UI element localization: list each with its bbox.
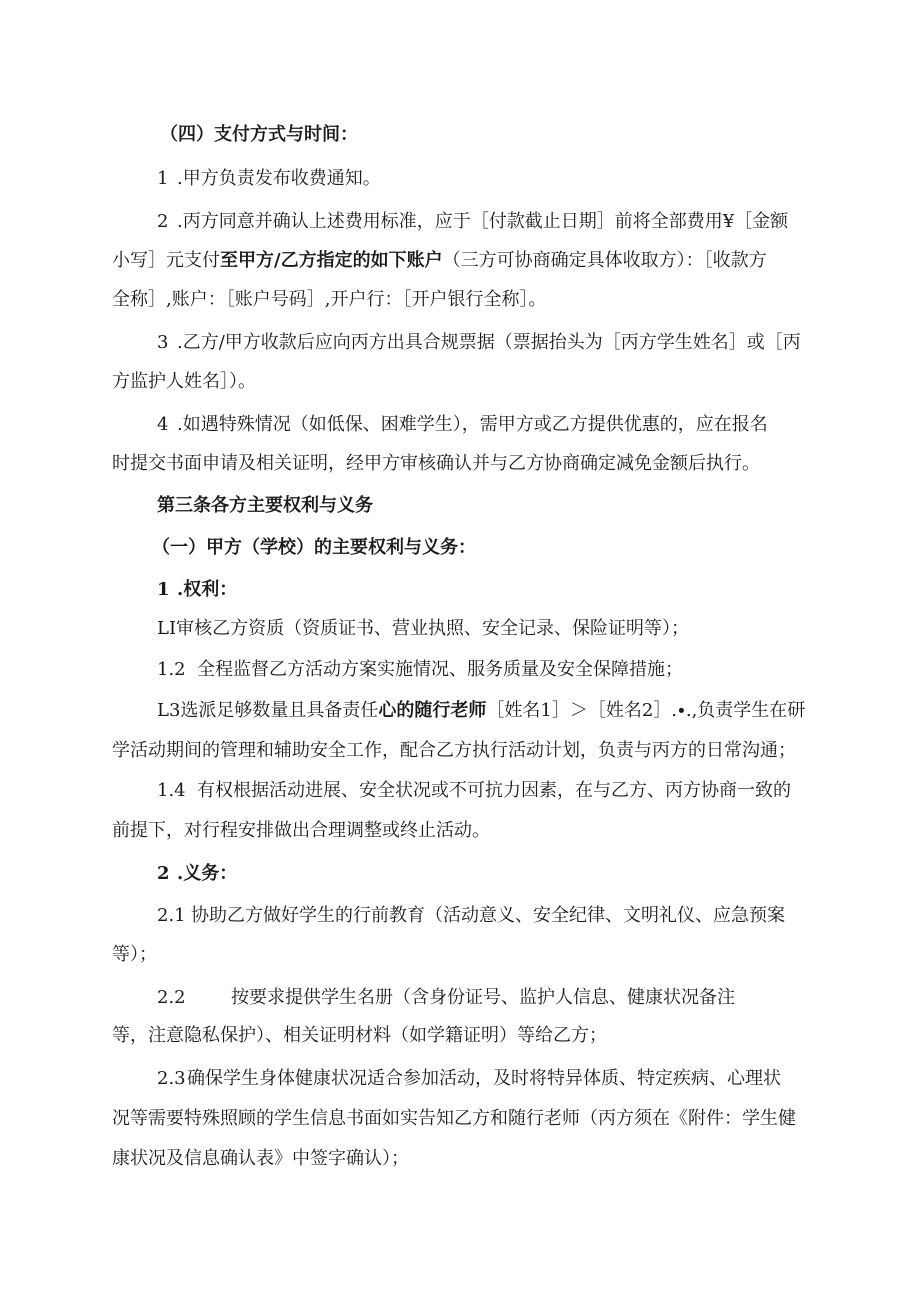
item-number: 2 — [157, 211, 169, 232]
item-text-bold: 心的随行老师 — [378, 700, 487, 721]
duties-heading — [157, 861, 237, 887]
item-number: 4 — [157, 414, 169, 435]
rights-item-1-4-line-1 — [157, 778, 791, 804]
item-text: 小写］元支付 — [112, 250, 220, 271]
payment-item-4-line-1 — [157, 412, 768, 438]
item-text: L3选派足够数量且具备责任 — [157, 700, 379, 721]
item-text: .权利： — [177, 579, 238, 600]
duties-item-2-2-line-1 — [157, 985, 735, 1011]
rights-item-1-3-line-1 — [157, 698, 805, 724]
rights-item-1-2 — [157, 657, 683, 683]
duties-item-2-1-line-2: 等）； — [112, 944, 157, 965]
item-text: .如遇特殊情况（如低保、困难学生），需甲方或乙方提供优惠的，应在报名 — [177, 414, 768, 435]
rights-item-1-1: LI审核乙方资质（资质证书、营业执照、安全记录、保险证明等）； — [157, 618, 690, 639]
section-heading-payment: （四）支付方式与时间： — [160, 124, 358, 145]
payment-item-2-line-3: 全称］,账户：［账户号码］,开户行：［开户银行全称］。 — [112, 289, 547, 310]
item-text: .义务： — [177, 863, 238, 884]
item-text: 按要求提供学生名册（含身份证号、监护人信息、健康状况备注 — [231, 987, 735, 1008]
duties-item-2-1-line-1 — [157, 903, 785, 929]
item-text: 全程监督乙方活动方案实施情况、服务质量及安全保障措施； — [197, 659, 683, 680]
item-number: 2 — [157, 863, 170, 884]
article-3-heading: 第三条各方主要权利与义务 — [157, 495, 373, 516]
rights-heading — [157, 577, 237, 603]
item-number: 1 — [157, 579, 170, 600]
payment-item-2-line-2 — [112, 248, 767, 274]
duties-item-2-2-line-2: 等，注意隐私保护）、相关证明材料（如学籍证明）等给乙方； — [112, 1025, 607, 1046]
payment-item-1 — [157, 166, 381, 192]
item-text: 协助乙方做好学生的行前教育（活动意义、安全纪律、文明礼仪、应急预案 — [191, 905, 785, 926]
payment-item-3-line-2: 方监护人姓名］）。 — [112, 371, 256, 392]
item-text: 有权根据活动进展、安全状况或不可抗力因素，在与乙方、丙方协商一致的 — [197, 780, 791, 801]
item-text: .甲方负责发布收费通知。 — [177, 168, 381, 189]
item-number: 2.2 — [157, 987, 186, 1008]
payment-item-2-line-1 — [157, 209, 788, 235]
subsection-heading-school: （一）甲方（学校）的主要权利与义务： — [152, 537, 476, 558]
duties-item-2-3-line-2: 况等需要特殊照顾的学生信息书面如实告知乙方和随行老师（丙方须在《附件：学生健 — [112, 1108, 796, 1129]
item-number: 2.1 — [157, 905, 186, 926]
item-text: .丙方同意并确认上述费用标准，应于［付款截止日期］前将全部费用¥［金额 — [177, 211, 789, 232]
item-number: 3 — [157, 332, 169, 353]
item-text: ［姓名1］＞［姓名2］.∙.,负责学生在研 — [486, 700, 806, 721]
rights-item-1-4-line-2: 前提下，对行程安排做出合理调整或终止活动。 — [112, 820, 490, 841]
payment-item-3-line-1 — [157, 330, 801, 356]
item-number: 1.4 — [157, 780, 186, 801]
duties-item-2-3-line-3: 康状况及信息确认表》中签字确认）； — [112, 1148, 409, 1169]
rights-item-1-3-line-2: 学活动期间的管理和辅助安全工作，配合乙方执行活动计划，负责与丙方的日常沟通； — [112, 740, 796, 761]
item-text: （三方可协商确定具体收取方）：［收款方 — [442, 250, 767, 271]
item-text-bold: 至甲方/乙方指定的如下账户 — [220, 250, 443, 271]
payment-item-4-line-2: 时提交书面申请及相关证明，经甲方审核确认并与乙方协商确定减免金额后执行。 — [112, 453, 760, 474]
item-text: .乙方/甲方收款后应向丙方出具合规票据（票据抬头为［丙方学生姓名］或［丙 — [177, 332, 801, 353]
item-number: 1 — [157, 168, 169, 189]
duties-item-2-3-line-1 — [157, 1066, 781, 1092]
item-number: 2.3 — [157, 1068, 186, 1089]
item-number: 1.2 — [157, 659, 186, 680]
item-text: 确保学生身体健康状况适合参加活动，及时将特异体质、特定疾病、心理状 — [187, 1068, 781, 1089]
